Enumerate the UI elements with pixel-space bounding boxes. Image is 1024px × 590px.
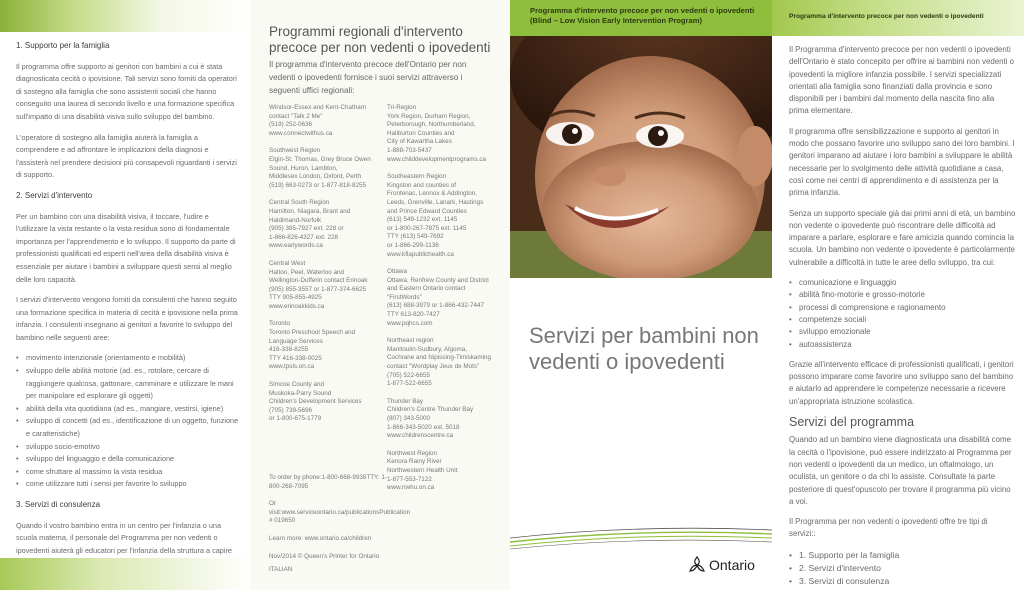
list-item: • come sfruttare al massimo la vista residua <box>16 466 240 479</box>
office-line: Haldimand-Norfolk <box>269 216 322 224</box>
office-line: "FirstWords" <box>387 293 422 301</box>
office-line: (807) 343-5000 <box>387 415 431 422</box>
list-item: • processi di comprensione e ragionamento <box>789 302 1016 314</box>
office-line: Leeds, Grenville, Lanark, Hastings <box>387 198 484 206</box>
office-line: or 1-800-675-1779 <box>269 415 322 423</box>
office-block <box>387 268 499 328</box>
office-line: Thunder Bay <box>387 397 424 405</box>
office-block <box>269 320 381 372</box>
office-line: www.earlywords.ca <box>269 242 323 250</box>
office-block <box>387 398 499 441</box>
office-line: 1-866-343-5020 ext. 5018 <box>387 423 460 431</box>
program-services-heading: Servizi del programma <box>789 415 915 430</box>
office-line: Windsor-Essex and Kent-Chatham <box>269 104 366 111</box>
office-line: www.connectwithus.ca <box>269 129 333 137</box>
list-item: • movimento intenzionale (orientamento e mobilità) <box>16 352 240 365</box>
panel-family-support <box>0 0 250 590</box>
list-item: • sviluppo di concetti (ad es., identificazione di un oggetto, funzione e caratteristiche) <box>16 415 240 440</box>
office-block <box>269 553 389 562</box>
office-line: Ottawa, Renfrew County and District <box>387 276 489 284</box>
section2-paragraph1: Per un bambino con una disabilità visiva, il toccare, l'udire e l'utilizzare la vista restante o la vista residua sono di fondamentale importanza per l'apprendimento e lo sviluppo. Il supporto da parte di professionisti qualificati ed esperti nell'area della disabilità visiva è essenziale per aiutare i bambini a sviluppare questi sensi al meglio delle loro capacità. <box>16 211 236 284</box>
office-line: or 1-866-299-1136 <box>387 241 439 249</box>
office-line: Peterborough, Northumberland, <box>387 121 476 129</box>
office-line: Muskoka-Parry Sound <box>269 389 332 397</box>
office-line: To order by phone: <box>269 474 322 481</box>
office-line: Ottawa <box>387 268 407 276</box>
section1-heading: 1. Supporto per la famiglia <box>16 41 110 50</box>
green-bar-bottom <box>0 558 250 590</box>
office-line: Kenora Rainy River <box>387 458 442 466</box>
cover-header <box>510 0 772 36</box>
program-paragraph3: Senza un supporto speciale già dai primi anni di età, un bambino non vedente o ipovedente può riscontrare delle difficoltà ad imparare a parlare, esplorare e fare amicizia quando comincia la scuola. Un bambino non vedente o ipovedente è particolarmente vulnerabile a difficoltà in tutte le aree dello sviluppo, tra cui: <box>789 208 1016 267</box>
office-line: Tri-Region <box>387 104 417 111</box>
office-block <box>269 500 411 526</box>
section2-list <box>16 352 240 491</box>
swoosh-lines <box>510 520 772 550</box>
program-paragraph2: Il programma offre sensibilizzazione e supporto ai genitori in modo che possano favorire uno sviluppo sano dei loro bambini. I genitori imparano ad aiutare i loro bambini a sviluppare le abilità necessarie per lo svolgimento delle attività quotidiane a casa, così come nei centri di apprendimento e di assistenza per la prima infanzia. <box>789 126 1015 198</box>
cover-header-line2: (Blind – Low Vision Early Intervention Program) <box>530 16 703 25</box>
language-label: ITALIAN <box>269 566 293 573</box>
office-line: (519) 252-0636 <box>269 121 313 129</box>
services-list <box>789 549 1016 588</box>
office-line: and Prince Edward Counties <box>387 207 467 215</box>
section3-paragraph1: Quando il vostro bambino entra in un centro per l'infanzia o una scuola materna, il personale del Programma per non vedenti o ipovedenti aiuterà gli educatori per l'infanzia della struttura a capire <box>16 520 232 555</box>
office-line: TTY 416-338-0025 <box>269 354 322 362</box>
section1-paragraph2: L'operatore di sostegno alla famiglia aiuterà la famiglia a comprendere e ad affrontare le implicazioni della diagnosi e l'assisterà nel prendere decisioni più consapevoli riguardanti i servizi di supporto. <box>16 132 237 180</box>
office-line: Northeast region <box>387 337 434 345</box>
list-item: • abilità fino-motorie e grosso-motorie <box>789 289 1016 301</box>
office-line: www.tpsls.on.ca <box>269 363 315 371</box>
regional-title: Programmi regionali d'intervento precoce per non vedenti o ipovedenti <box>269 24 491 55</box>
office-block <box>387 450 499 493</box>
list-item: • come utilizzare tutti i sensi per favorire lo sviluppo <box>16 478 240 491</box>
child-photo <box>510 36 772 278</box>
office-line: Publication # 019650 <box>269 508 411 525</box>
office-line: (705) 739-5696 <box>269 406 313 414</box>
trillium-icon <box>688 556 706 574</box>
cover-header-line1: Programma d'intervento precoce per non vedenti o ipovedenti <box>530 6 755 15</box>
office-line: York Region, Durham Region, <box>387 112 471 120</box>
panel-cover <box>510 0 772 590</box>
child-face-illustration <box>510 36 772 278</box>
office-line: www.nwhu.on.ca <box>387 484 435 492</box>
office-line: (905) 385-7927 ext. 228 or <box>269 225 344 233</box>
office-line: Northwest Region <box>387 449 438 457</box>
office-line: Kingston and counties of <box>387 181 456 189</box>
office-line: 1-866-826-4327 ext. 228 <box>269 233 338 241</box>
list-item: • sviluppo delle abilità motorie (ad. es., rotolare, cercare di raggiungere qualcosa, gattonare, camminare e utilizzare le mani per manipolare ed esplorare gli oggetti) <box>16 365 240 403</box>
office-line: Southwest Region <box>269 147 321 155</box>
section1-paragraph1: Il programma offre supporto ai genitori con bambini a cui è stata diagnosticata cecità o ipovisione. Tali servizi sono forniti da operatori di sostegno alla famiglia che sono assistenti sociali che hanno conseguito una laurea di secondo livello e una formazione specifica sull'impatto di una disabilità visiva sullo sviluppo del bambino. <box>16 61 237 121</box>
office-line: Simcoe County and <box>269 381 324 389</box>
office-line: 1-888-703-5437 <box>387 146 432 154</box>
office-block <box>387 173 499 259</box>
panel-regional-offices <box>250 0 510 590</box>
office-line: (519) 663-0273 or 1-877-818-8255 <box>269 181 366 189</box>
office-line: contact "Wordplay Jeux de Mots" <box>387 363 480 371</box>
office-line: 416-338-8255 <box>269 346 309 354</box>
office-line: TTY: 1-800-268-7095 <box>269 474 387 490</box>
office-line: 1-800-668-9938 <box>321 474 367 481</box>
office-line: Cochrane and Nipissing-Timiskaming <box>387 354 492 362</box>
office-line: Toronto Preschool Speech and <box>269 329 356 337</box>
office-line: Manitoulin-Sudbury, Algoma, <box>387 345 468 353</box>
list-item: • sviluppo del linguaggio e della comunicazione <box>16 453 240 466</box>
office-line: Elgin-St. Thomas, Grey Bruce Owen <box>269 155 371 163</box>
office-line: Children's Development Services <box>269 398 362 406</box>
office-line: Southeastern Region <box>387 173 447 181</box>
office-line: Central South Region <box>269 199 330 207</box>
office-block <box>269 535 389 544</box>
office-line: Nov/2014 © Queen's Printer for Ontario <box>269 552 380 560</box>
office-block <box>269 104 381 138</box>
office-line: Middlesex London, Oxford, Perth <box>269 173 362 181</box>
office-block <box>387 104 499 164</box>
office-block <box>269 260 381 312</box>
office-line: Wellington-Dufferin contact Erinoak <box>269 277 368 285</box>
office-line: (613) 688-3979 or 1-866-432-7447 <box>387 302 484 310</box>
offices-column-right <box>387 104 499 502</box>
office-line: (705) 522-6655 <box>387 371 431 379</box>
office-line: www.serviceontario.ca/publications <box>281 508 380 516</box>
office-line: Hamilton, Niagara, Brant and <box>269 207 351 215</box>
list-item: • 1. Supporto per la famiglia <box>789 549 1016 562</box>
cover-title: Servizi per bambini non vedenti o ipovedenti <box>529 323 759 374</box>
office-line: 1-877-553-7122 <box>387 475 432 483</box>
office-line: www.kflapublichealth.ca <box>387 250 454 258</box>
office-line: Halton, Peel, Waterloo and <box>269 268 345 276</box>
office-line: City of Kawartha Lakes <box>387 138 452 146</box>
program-paragraph6: Il Programma per non vedenti o ipovedenti offre tre tipi di servizi:: <box>789 517 988 539</box>
list-item: • 3. Servizi di consulenza <box>789 575 1016 588</box>
development-areas-list <box>789 277 1016 351</box>
office-line: contact "Talk 2 Me" <box>269 112 323 120</box>
section2-heading: 2. Servizi d'intervento <box>16 190 93 200</box>
office-block <box>269 381 381 424</box>
list-item: • comunicazione e linguaggio <box>789 277 1016 289</box>
panel-program-intro <box>772 0 1024 590</box>
green-bar-top <box>0 0 250 32</box>
office-line: Learn more: www.ontario.ca/children <box>269 534 372 542</box>
office-line: and Eastern Ontario contact <box>387 285 466 293</box>
section2-paragraph2: I servizi d'intervento vengono forniti da consulenti che hanno seguito una formazione specifica in materia di cecità e ipovisione nella prima infanzia. I consulenti insegnano ai genitori a favorire lo sviluppo del bambino nelle seguenti aree: <box>16 295 238 342</box>
office-line: www.childdevelopmentprograms.ca <box>387 155 487 163</box>
program-header: Programma d'intervento precoce per non vedenti o ipovedenti <box>772 0 1024 36</box>
office-line: www.pqhcs.com <box>387 319 433 327</box>
office-block <box>269 474 389 491</box>
ontario-wordmark: Ontario <box>709 557 755 573</box>
office-line: Frontenac, Lennox & Addington, <box>387 190 477 198</box>
offices-column-left <box>269 104 381 433</box>
office-line: Or visit: <box>269 500 282 516</box>
section3-heading: 3. Servizi di consulenza <box>16 500 101 509</box>
office-line: (613) 549-1232 ext. 1145 <box>387 216 458 224</box>
list-item: • abilità della vita quotidiana (ad es., mangiare, vestirsi, igiene) <box>16 403 240 416</box>
program-paragraph4: Grazie all'intervento efficace di professionisti qualificati, i genitori possono imparare come favorire uno sviluppo sano del bambino e aiutarlo ad apprendere le competenze necessarie a ricevere un'appropriata istruzione scolastica. <box>789 359 1014 406</box>
office-line: Toronto <box>269 320 291 328</box>
office-line: or 1-800-267-7875 ext. 1145 <box>387 224 467 232</box>
list-item: • sviluppo socio-emotivo <box>16 441 240 454</box>
office-line: Central West <box>269 259 306 267</box>
panel1-body <box>16 40 240 590</box>
office-block <box>269 147 381 190</box>
office-line: Language Services <box>269 337 323 345</box>
office-block <box>269 199 381 251</box>
office-line: Children's Centre Thunder Bay <box>387 406 474 414</box>
office-line: Haliburton Counties and <box>387 129 455 137</box>
office-block <box>387 337 499 389</box>
ontario-logo <box>688 556 755 574</box>
regional-intro: Il programma d'intervento precoce dell'Ontario per non vedenti o ipovedenti fornisce i suoi servizi attraverso i seguenti uffici regionali: <box>269 60 467 95</box>
office-line: TTY (613) 549-7692 <box>387 233 444 241</box>
office-line: Sound, Huron, Lambton, <box>269 164 338 172</box>
list-item: • sviluppo emozionale <box>789 326 1016 338</box>
program-body <box>789 44 1016 588</box>
office-line: www.childrenscentre.ca <box>387 432 454 440</box>
list-item: • 2. Servizi d'intervento <box>789 562 1016 575</box>
office-line: TTY 905-855-4925 <box>269 294 322 302</box>
program-paragraph1: Il Programma d'intervento precoce per non vedenti o ipovedenti dell'Ontario è stato concepito per offrire ai bambini non vedenti o ipovedenti la migliore infanzia possibile. I servizi specializzati orientati alla famiglia sono finanziati dalla provincia e sono disponibili per i bambini dal momento della nascita fino alla prima elementare. <box>789 45 1015 116</box>
program-paragraph5: Quando ad un bambino viene diagnosticata una disabilità come la cecità o l'ipovisione, può essere indirizzato al Programma per non vedenti o ipovedenti da un medico, un oftalmologo, un oculista, un genitore o da chi lo assiste. Consultate la parte posteriore di quest'opuscolo per trovare il programma più vicino a voi. <box>789 435 1012 506</box>
office-line: 1-877-522-6655 <box>387 380 432 388</box>
office-line: www.erinoakkids.ca <box>269 302 325 310</box>
list-item: • autoassistenza <box>789 339 1016 351</box>
office-line: TTY 613-820-7427 <box>387 311 440 319</box>
office-line: (905) 855-3557 or 1-877-374-6625 <box>269 285 366 293</box>
list-item: • competenze sociali <box>789 314 1016 326</box>
office-line: Northwestern Health Unit <box>387 466 458 474</box>
